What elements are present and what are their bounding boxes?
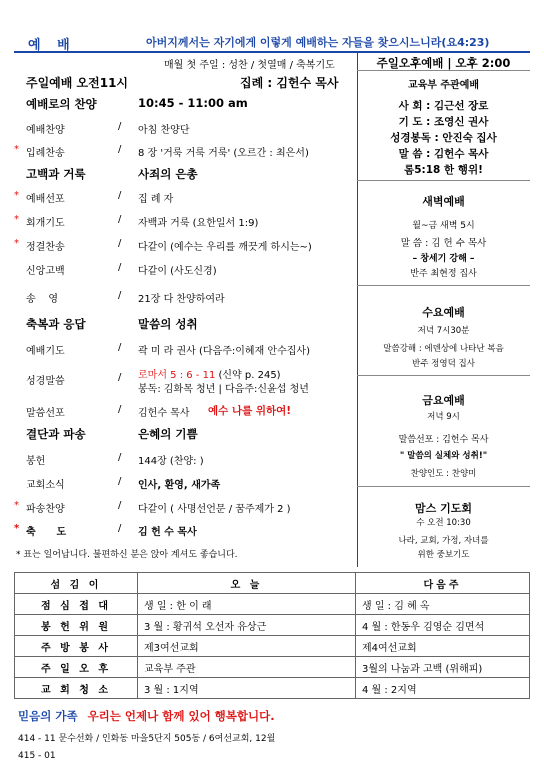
row-label: 입례찬송 <box>26 148 65 159</box>
section-sending-sub: 은혜의 기쁨 <box>138 427 198 441</box>
fri-row: " 말씀의 실체와 성취!" <box>399 451 488 461</box>
row-label: 예배찬양 <box>26 125 65 136</box>
slash: / <box>118 476 122 487</box>
row-value: 21장 다 찬양하여라 <box>138 294 225 305</box>
pm-row: 롬5:18 한 행위! <box>404 164 483 176</box>
table-row <box>15 594 530 615</box>
star-mark: * <box>14 214 19 225</box>
pm-row: 기 도 : 조영신 권사 <box>398 116 489 128</box>
pm-row: 사 회 : 김근선 장로 <box>398 100 489 112</box>
divider <box>357 180 530 181</box>
officiant: 집례 : 김헌수 목사 <box>240 76 339 90</box>
wed-row: 말씀강해 : 에덴상에 나타난 복음 <box>383 344 504 354</box>
star-mark: * <box>14 238 19 249</box>
prayer-title: 맘스 기도회 <box>415 502 472 515</box>
section-blessing-sub: 말씀의 성취 <box>138 317 198 331</box>
section-confession-sub: 사죄의 은총 <box>138 167 198 181</box>
row-label: 정결찬송 <box>26 242 65 253</box>
address-line-1: 414 - 11 문수선화 / 인화동 마을5단지 505동 / 6여선교회, 12월 <box>18 734 276 744</box>
table-row <box>15 615 530 636</box>
prayer-row: 수 오전 10:30 <box>416 518 471 528</box>
table-cell: 생 일 : 한 이 래 <box>138 594 356 615</box>
row-label: 교회소식 <box>26 480 65 491</box>
row-label: 송 영 <box>26 294 59 305</box>
slash: / <box>118 404 122 415</box>
divider <box>357 70 530 71</box>
slash: / <box>118 342 122 353</box>
table-cell: 교 회 청 소 <box>15 678 138 699</box>
row-label: 회개기도 <box>26 218 65 229</box>
row-value: 곽 미 라 권사 (다음주:이혜재 안수집사) <box>138 346 310 357</box>
table-cell: 4 월 : 2지역 <box>356 678 530 699</box>
table-cell: 생 일 : 김 혜 옥 <box>356 594 530 615</box>
row-value: 아침 찬양단 <box>138 125 190 136</box>
table-header: 섬 김 이 <box>15 573 138 594</box>
pm-service-title: 주일오후예배 | 오후 2:00 <box>376 56 511 70</box>
header-divider <box>14 51 530 53</box>
star-mark: * <box>14 190 19 201</box>
slash: / <box>118 121 122 132</box>
family-message: 우리는 언제나 함께 있어 행복합니다. <box>87 709 275 723</box>
dawn-row: – 창세기 강해 – <box>412 254 475 264</box>
table-cell: 3 월 : 황귀석 오선자 유상근 <box>138 615 356 636</box>
slash: / <box>118 214 122 225</box>
dawn-row: 월~금 새벽 5시 <box>412 221 475 231</box>
row-value: 김헌수 목사 <box>138 408 190 419</box>
row-label: 축 도 <box>26 527 67 538</box>
slash: / <box>118 290 122 301</box>
table-header-row <box>15 573 530 594</box>
dawn-title: 새벽예배 <box>422 195 465 208</box>
sermon-title: 예수 나를 위하여! <box>208 405 292 417</box>
standing-note: * 표는 일어납니다. 불편하신 분은 앉아 계셔도 좋습니다. <box>16 550 238 560</box>
pm-row: 말 씀 : 김헌수 목사 <box>398 148 489 160</box>
page-title: 예 배 <box>28 38 76 53</box>
row-label: 예배기도 <box>26 346 65 357</box>
row-value: 김 헌 수 목사 <box>138 527 197 538</box>
header-verse: 아버지께서는 자기에게 이렇게 예배하는 자들을 찾으시느니라(요4:23) <box>146 36 490 49</box>
row-value: 인사, 환영, 새가족 <box>138 480 221 491</box>
fri-title: 금요예배 <box>422 394 465 407</box>
row-label: 신앙고백 <box>26 266 65 277</box>
scripture-page: (신약 p. 245) <box>215 370 281 381</box>
row-label: 파송찬양 <box>26 504 65 515</box>
slash: / <box>118 238 122 249</box>
row-label: 말씀선포 <box>26 408 65 419</box>
fri-row: 말씀선포 : 김헌수 목사 <box>398 435 489 445</box>
row-value: 다같이 ( 사명선언문 / 꿈주제가 2 ) <box>138 504 291 515</box>
slash: / <box>118 372 122 383</box>
pm-row: 성경봉독 : 안진숙 집사 <box>390 132 497 144</box>
table-cell: 봉 헌 위 원 <box>15 615 138 636</box>
row-value: 집 례 자 <box>138 194 174 205</box>
pm-lead: 교육부 주관예배 <box>407 80 480 91</box>
table-header: 오 늘 <box>138 573 356 594</box>
slash: / <box>118 144 122 155</box>
table-row <box>15 678 530 699</box>
table-cell: 제4여선교회 <box>356 636 530 657</box>
slash: / <box>118 523 122 534</box>
order-line: 매월 첫 주일 : 성찬 / 첫열매 / 축복기도 <box>164 60 335 71</box>
table-cell: 주 일 오 후 <box>15 657 138 678</box>
table-cell: 교육부 주관 <box>138 657 356 678</box>
section-confession: 고백과 거룩 <box>26 167 86 181</box>
duty-table <box>14 572 530 699</box>
row-label: 성경말씀 <box>26 376 65 387</box>
dawn-row: 반주 최현정 집사 <box>410 269 477 279</box>
prayer-row: 위한 중보기도 <box>417 550 470 560</box>
fri-row: 찬양인도 : 찬양미 <box>410 469 477 479</box>
slash: / <box>118 500 122 511</box>
table-header: 다음주 <box>356 573 530 594</box>
row-value: 144장 (찬양: ) <box>138 456 204 467</box>
slash: / <box>118 190 122 201</box>
star-mark: * <box>14 500 19 511</box>
row-value: 자백과 거룩 (요한일서 1:9) <box>138 218 259 229</box>
table-cell: 3월의 나눔과 고백 (위해피) <box>356 657 530 678</box>
section-sending: 결단과 파송 <box>26 427 86 441</box>
main-service-title: 주일예배 오전11시 <box>26 76 129 90</box>
star-mark: * <box>14 144 19 155</box>
row-label: 봉헌 <box>26 456 46 467</box>
scripture-ref: 로마서 5 : 6 - 11 <box>138 370 216 381</box>
wed-title: 수요예배 <box>422 306 465 319</box>
scripture-reader: 봉독: 김화목 청년 | 다음주:신윤섭 청년 <box>138 384 309 395</box>
star-mark: * <box>14 523 20 534</box>
row-label: 예배선포 <box>26 194 65 205</box>
table-row <box>15 657 530 678</box>
family-label: 믿음의 가족 <box>18 709 78 723</box>
divider <box>357 285 530 286</box>
fri-row: 저녁 9시 <box>427 412 460 422</box>
section-praise: 예배로의 찬양 <box>26 97 97 111</box>
address-line-2: 415 - 01 <box>18 751 56 761</box>
slash: / <box>118 452 122 463</box>
table-cell: 점 심 접 대 <box>15 594 138 615</box>
dawn-row: 말 씀 : 김 헌 수 목사 <box>400 238 487 249</box>
prayer-row: 나라, 교회, 가정, 자녀를 <box>398 536 489 546</box>
row-value: 다같이 (사도신경) <box>138 266 217 277</box>
table-cell: 주 방 봉 사 <box>15 636 138 657</box>
table-cell: 제3여선교회 <box>138 636 356 657</box>
slash: / <box>118 262 122 273</box>
wed-row: 반주 정영덕 집사 <box>412 359 475 369</box>
table-row <box>15 636 530 657</box>
section-blessing: 축복과 응답 <box>26 317 86 331</box>
wed-row: 저녁 7시30분 <box>417 326 470 336</box>
row-value: 다같이 (예수는 우리를 깨끗게 하시는~) <box>138 242 312 253</box>
family-line <box>18 708 275 724</box>
section-praise-time: 10:45 - 11:00 am <box>138 96 248 110</box>
row-value: 8 장 '거룩 거룩 거룩' (오르간 : 최은서) <box>138 148 309 159</box>
table-cell: 3 월 : 1지역 <box>138 678 356 699</box>
divider <box>357 375 530 376</box>
table-cell: 4 월 : 한동우 김영순 김면석 <box>356 615 530 636</box>
divider <box>357 486 530 487</box>
